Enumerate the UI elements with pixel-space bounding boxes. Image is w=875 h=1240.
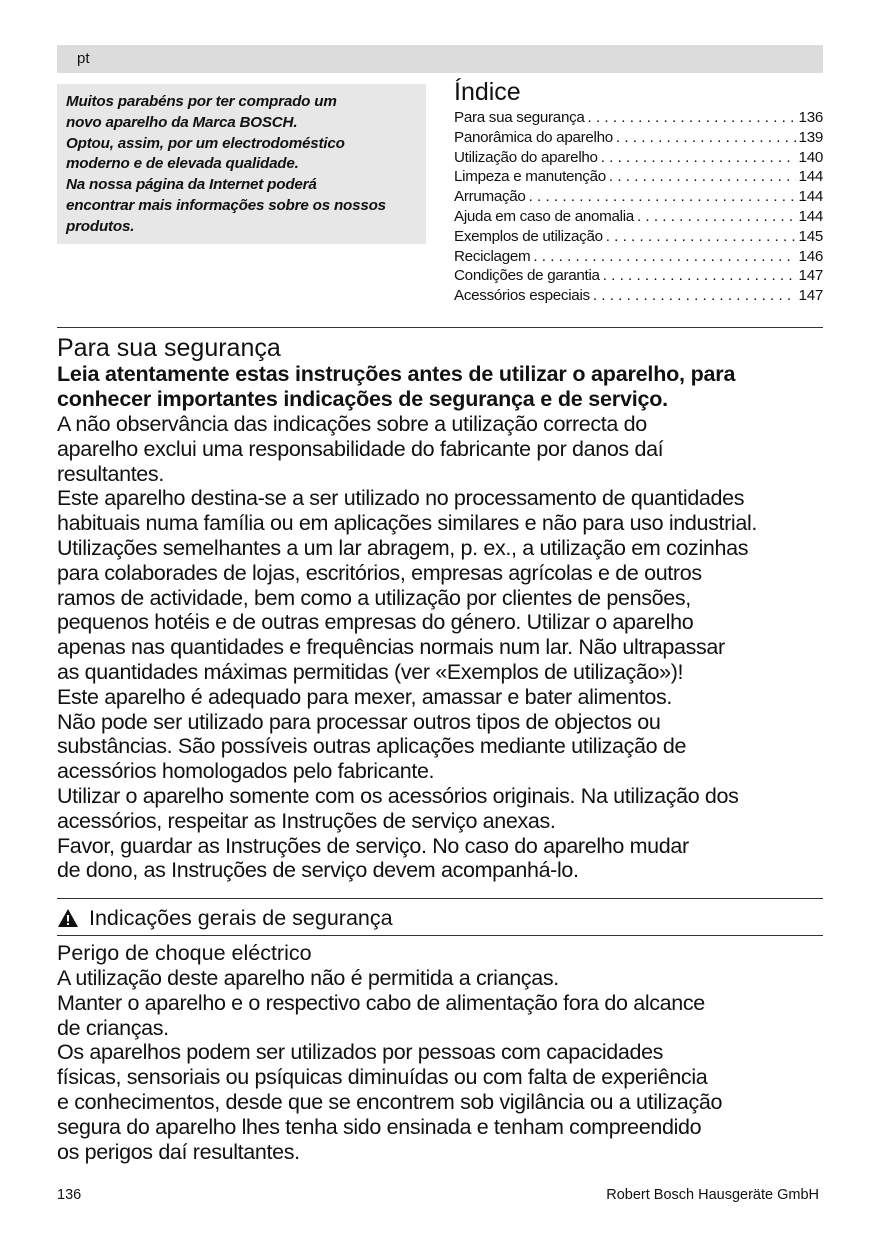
toc-dot-leader — [603, 266, 796, 286]
body-line: e conhecimentos, desde que se encontrem sob vigilância ou a utilização — [57, 1089, 723, 1114]
body-line: as quantidades máximas permitidas (ver «Exemplos de utilização»)! — [57, 659, 684, 684]
toc-dot-leader — [616, 128, 796, 148]
intro-line: Na nossa página da Internet poderá — [66, 176, 317, 194]
body-line: Utilizar o aparelho somente com os acessórios originais. Na utilização dos — [57, 783, 739, 808]
body-line: A utilização deste aparelho não é permitida a crianças. — [57, 966, 559, 990]
body-line: resultantes. — [57, 461, 164, 486]
toc-item-label: Ajuda em caso de anomalia — [454, 207, 634, 225]
footer-company: Robert Bosch Hausgeräte GmbH — [606, 1187, 819, 1203]
general-safety-heading — [57, 903, 393, 933]
language-code: pt — [77, 50, 90, 67]
toc-dot-leader — [609, 167, 796, 187]
toc-item-page: 145 — [798, 227, 823, 245]
toc-dot-leader — [533, 247, 795, 267]
intro-line: Optou, assim, por um electrodoméstico — [66, 134, 345, 152]
body-line: apenas nas quantidades e frequências normais num lar. Não ultrapassar — [57, 635, 725, 660]
toc-item-page: 147 — [798, 287, 823, 305]
toc-item[interactable] — [454, 227, 823, 247]
section-divider — [57, 935, 823, 936]
toc-item-page: 144 — [798, 207, 823, 225]
intro-line: moderno e de elevada qualidade. — [66, 155, 299, 173]
shock-hazard-heading: Perigo de choque eléctrico — [57, 941, 312, 965]
toc-dot-leader — [601, 148, 796, 168]
toc-item-page: 147 — [798, 267, 823, 285]
body-line: Os aparelhos podem ser utilizados por pessoas com capacidades — [57, 1040, 664, 1065]
toc-dot-leader — [593, 286, 796, 306]
body-line: aparelho exclui uma responsabilidade do fabricante por danos daí — [57, 436, 664, 461]
body-line: Este aparelho é adequado para mexer, amassar e bater alimentos. — [57, 684, 672, 709]
body-line: de dono, as Instruções de serviço devem acompanhá-lo. — [57, 858, 579, 883]
warning-triangle-icon — [57, 908, 79, 928]
toc-item[interactable] — [454, 108, 823, 128]
body-line: Não pode ser utilizado para processar outros tipos de objectos ou — [57, 709, 661, 734]
section-divider — [57, 327, 823, 328]
body-line: habituais numa família ou em aplicações similares e não para uso industrial. — [57, 511, 758, 536]
body-line: acessórios homologados pelo fabricante. — [57, 759, 435, 784]
toc-dot-leader — [588, 108, 796, 128]
toc-item-label: Acessórios especiais — [454, 287, 590, 305]
section-divider — [57, 898, 823, 899]
toc-item-page: 140 — [798, 148, 823, 166]
body-line: pequenos hotéis e de outras empresas do género. Utilizar o aparelho — [57, 610, 694, 635]
language-bar — [57, 45, 823, 73]
toc-item[interactable] — [454, 286, 823, 306]
body-line: de crianças. — [57, 1015, 169, 1040]
body-line: A não observância das indicações sobre a utilização correcta do — [57, 412, 647, 436]
toc-item-page: 136 — [798, 109, 823, 126]
lead-paragraph — [57, 362, 827, 412]
body-line: Este aparelho destina-se a ser utilizado no processamento de quantidades — [57, 486, 745, 511]
general-safety-body — [57, 966, 832, 1164]
table-of-contents — [454, 108, 823, 306]
toc-item[interactable] — [454, 148, 823, 168]
body-line: acessórios, respeitar as Instruções de serviço anexas. — [57, 808, 556, 833]
section-title: Para sua segurança — [57, 334, 281, 362]
toc-item[interactable] — [454, 207, 823, 227]
toc-item-label: Arrumação — [454, 188, 526, 206]
intro-box — [57, 84, 426, 244]
toc-item[interactable] — [454, 247, 823, 267]
toc-item-page: 139 — [798, 128, 823, 146]
toc-item-page: 146 — [798, 247, 823, 265]
page-number: 136 — [57, 1187, 82, 1203]
toc-item-label: Panorâmica do aparelho — [454, 128, 613, 146]
body-line: Manter o aparelho e o respectivo cabo de alimentação fora do alcance — [57, 990, 705, 1015]
toc-item-label: Condições de garantia — [454, 267, 600, 285]
body-line: segura do aparelho lhes tenha sido ensinada e tenham compreendido — [57, 1114, 702, 1139]
toc-item-label: Utilização do aparelho — [454, 148, 598, 166]
safety-body — [57, 412, 832, 883]
lead-line: Leia atentamente estas instruções antes de utilizar o aparelho, para — [57, 362, 736, 386]
toc-item-label: Exemplos de utilização — [454, 227, 603, 245]
toc-item-page: 144 — [798, 168, 823, 186]
toc-item-label: Para sua segurança — [454, 109, 585, 126]
toc-item[interactable] — [454, 128, 823, 148]
body-line: ramos de actividade, bem como a utilização por clientes de pensões, — [57, 585, 691, 610]
intro-line: encontrar mais informações sobre os nossos — [66, 196, 386, 214]
body-line: físicas, sensoriais ou psíquicas diminuídas ou com falta de experiência — [57, 1065, 708, 1090]
toc-item-page: 144 — [798, 188, 823, 206]
toc-dot-leader — [606, 227, 796, 247]
toc-item-label: Limpeza e manutenção — [454, 168, 606, 186]
body-line: Favor, guardar as Instruções de serviço. No caso do aparelho mudar — [57, 833, 689, 858]
toc-dot-leader — [637, 207, 796, 227]
toc-item[interactable] — [454, 187, 823, 207]
toc-item[interactable] — [454, 167, 823, 187]
body-line: Utilizações semelhantes a um lar abragem, p. ex., a utilização em cozinhas — [57, 535, 749, 560]
toc-item[interactable] — [454, 266, 823, 286]
intro-line: produtos. — [66, 217, 135, 235]
toc-dot-leader — [529, 187, 796, 207]
intro-line: novo aparelho da Marca BOSCH. — [66, 113, 298, 131]
toc-item-label: Reciclagem — [454, 247, 531, 265]
body-line: os perigos daí resultantes. — [57, 1139, 300, 1164]
body-line: substâncias. São possíveis outras aplicações mediante utilização de — [57, 734, 687, 759]
toc-title: Índice — [454, 78, 521, 106]
lead-line: conhecer importantes indicações de segurança e de serviço. — [57, 387, 668, 412]
general-safety-heading-text: Indicações gerais de segurança — [89, 905, 393, 930]
body-line: para colaborades de lojas, escritórios, empresas agrícolas e de outros — [57, 560, 702, 585]
intro-line: Muitos parabéns por ter comprado um — [66, 93, 337, 110]
